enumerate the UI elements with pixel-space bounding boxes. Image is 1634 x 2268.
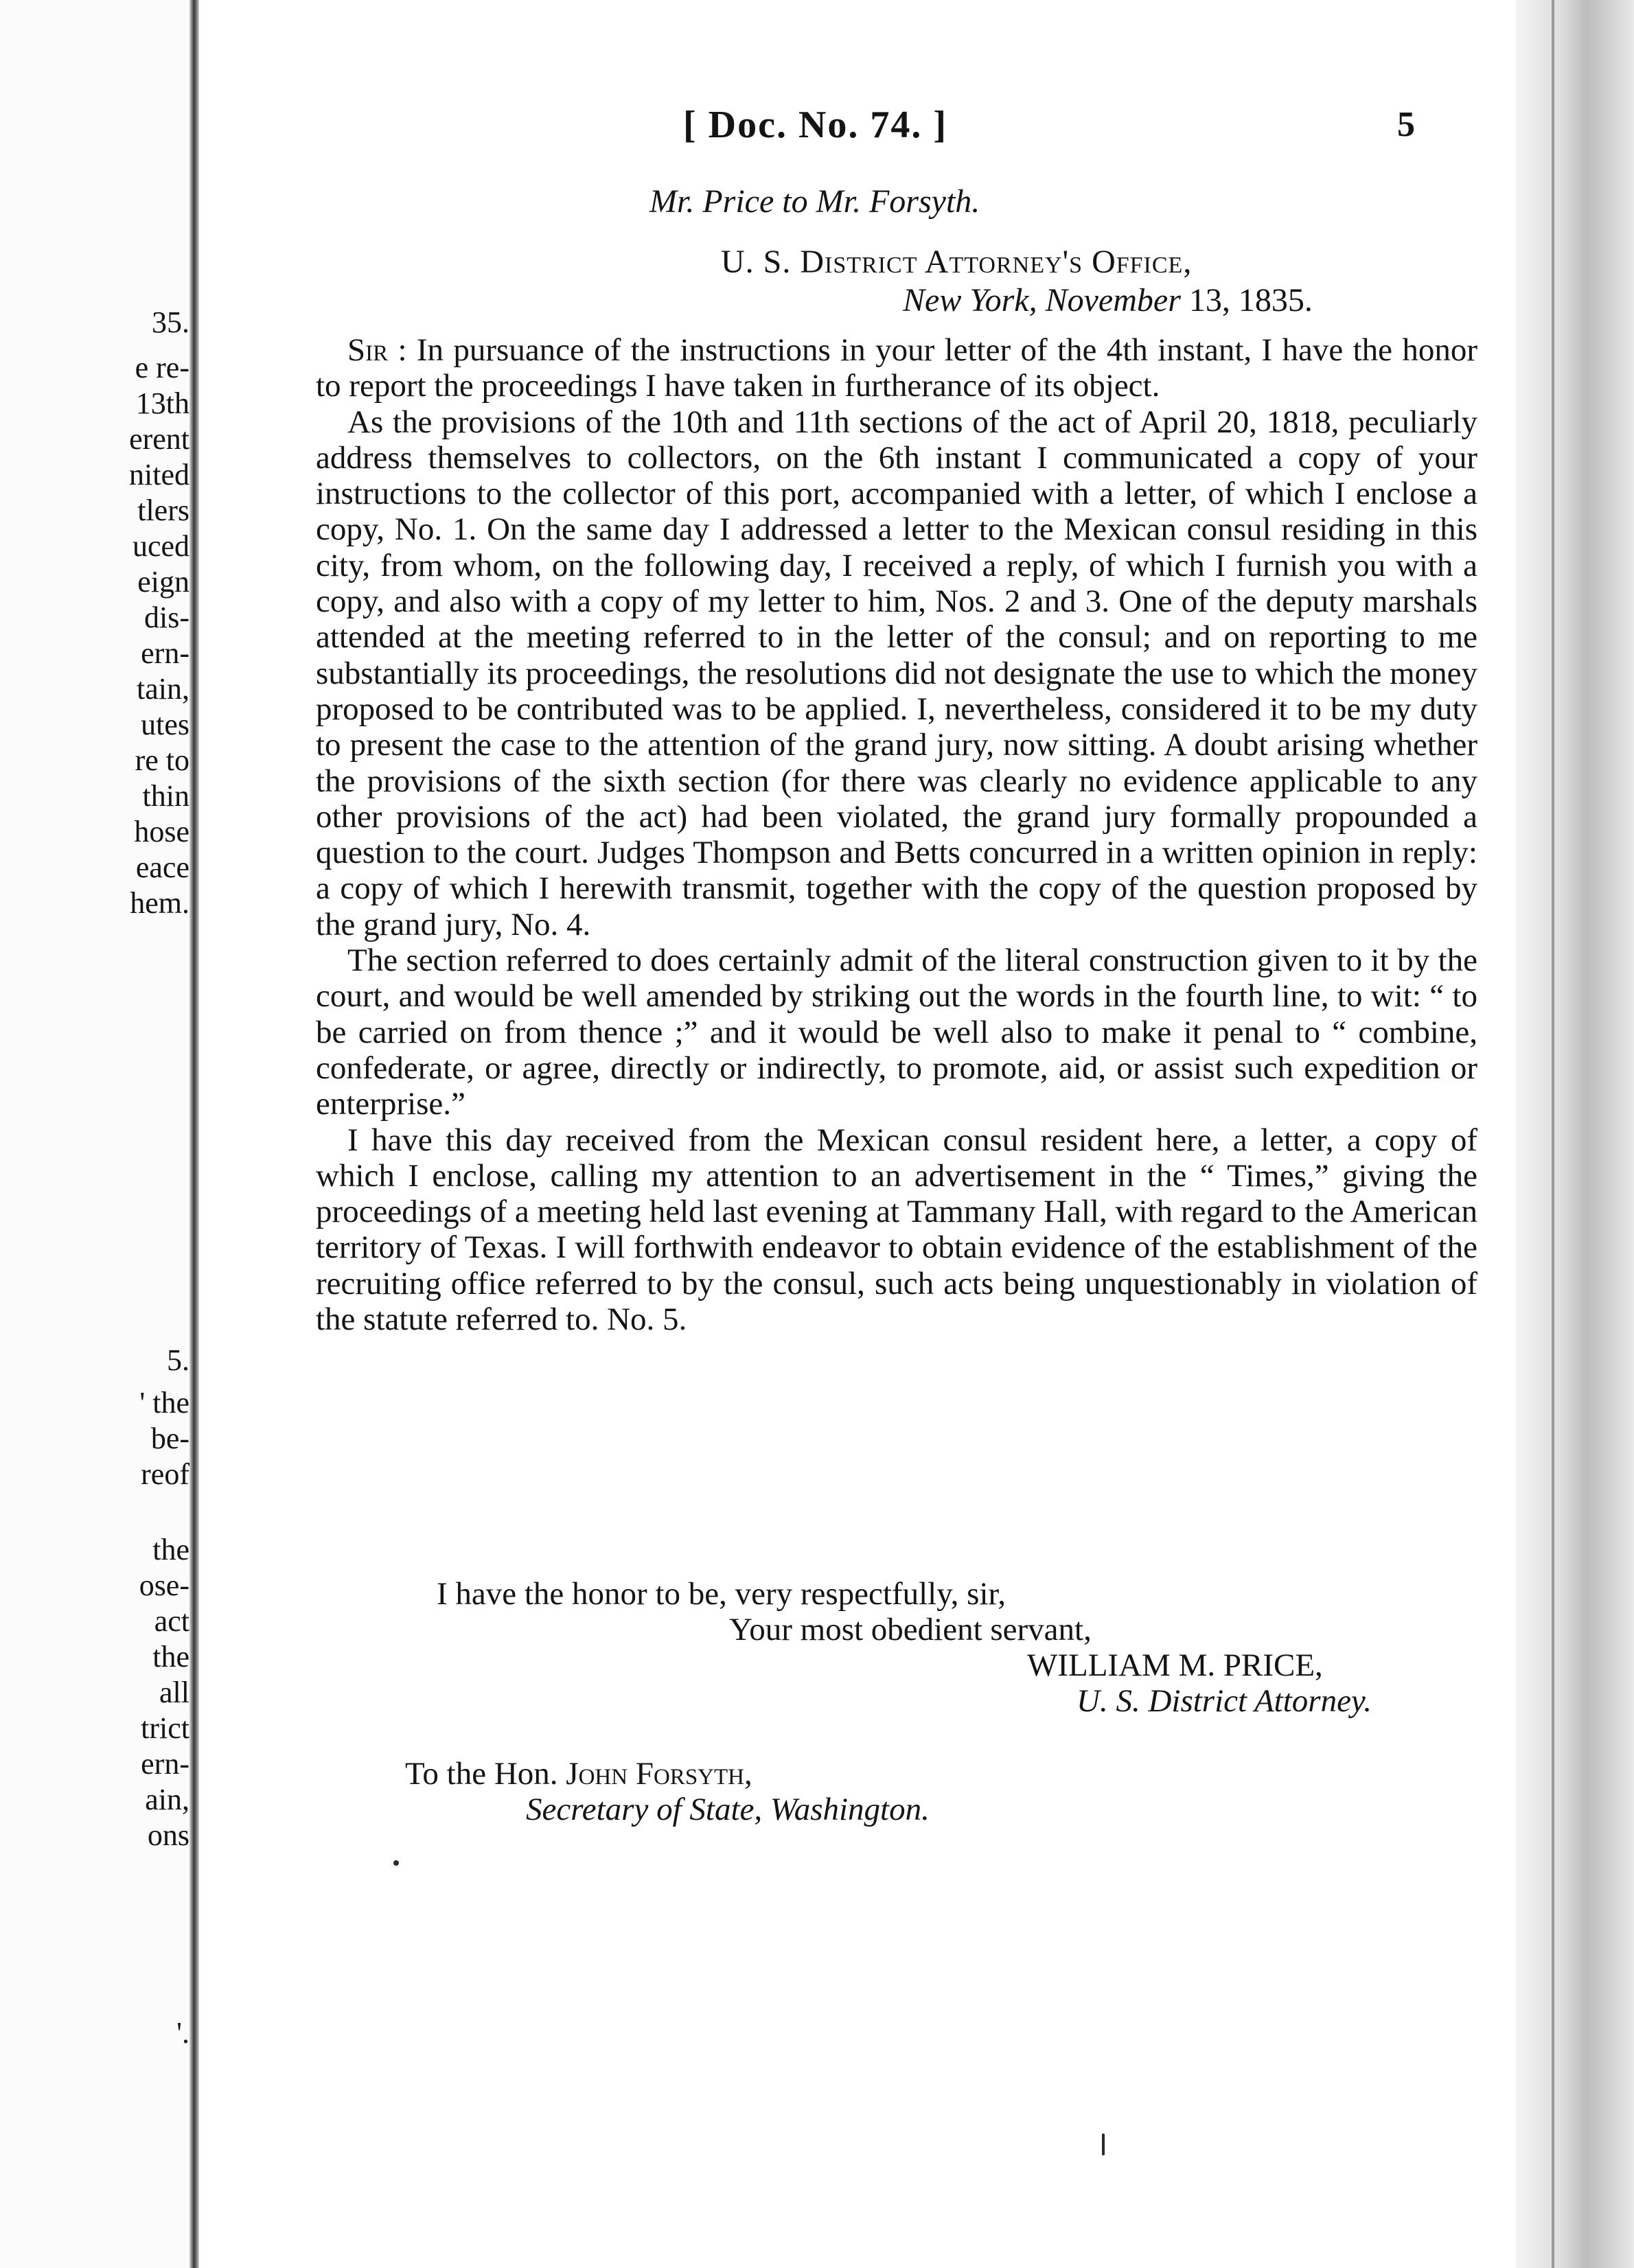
left-fragment: 5. — [167, 1343, 189, 1377]
left-fragment: eace — [135, 850, 189, 884]
dateline-date: 13, 1835. — [1180, 282, 1313, 319]
closing-line: I have the honor to be, very respectfully, sir, — [437, 1576, 1006, 1612]
addressee-prefix: To the Hon. — [405, 1756, 566, 1792]
dateline — [903, 281, 1313, 319]
left-fragment: e re- — [135, 351, 189, 384]
left-fragment: erent — [129, 422, 189, 456]
left-fragment: re to — [135, 743, 189, 777]
left-fragment: tain, — [137, 672, 189, 706]
letter-title: Mr. Price to Mr. Forsyth. — [649, 183, 980, 220]
book-gutter — [189, 0, 199, 2268]
page-number: 5 — [1397, 105, 1415, 144]
letter-body — [316, 332, 1477, 1827]
left-fragment: utes — [141, 708, 189, 741]
left-page-strip — [0, 0, 196, 2268]
addressee-line — [373, 1756, 752, 1792]
body-paragraph: I have this day received from the Mexican consul resident here, a letter, a copy of which I enclose, calling my attention to an advertisement in the “ Times,” giving the proceedings of a meeting held last evening at Tammany Hall, with regard to the American territory of Texas. I will forthwith endeavor to obtain evidence of the establishment of the recruiting office referred to by the consul, such acts being unquestionably in violation of the statute referred to. No. 5. — [316, 1122, 1477, 1338]
addressee-title: Secretary of State, Washington. — [526, 1792, 930, 1827]
left-fragment: tlers — [137, 494, 189, 527]
left-fragment: ' the — [139, 1386, 189, 1420]
body-paragraph: As the provisions of the 10th and 11th sections of the act of April 20, 1818, peculiarly address themselves to collectors, on the 6th instant I communicated a copy of your instructions to the collector of this port, accompanied with a letter, of which I enclose a copy, No. 1. On the same day I addressed a letter to the Mexican consul residing in this city, from whom, on the following day, I received a reply, of which I furnish you with a copy, and also with a copy of my letter to him, Nos. 2 and 3. One of the deputy marshals attended at the meeting referred to in the letter of the consul; and on reporting to me substantially its proceedings, the resolutions did not designate the use to which the money proposed to be contributed was to be applied. I, nevertheless, considered it to be my duty to present the case to the attention of the grand jury, now sitting. A doubt arising whether the provisions of the sixth section (for there was clearly no evidence applicable to any other provisions of the act) had been violated, the grand jury formally propounded a question to the court. Judges Thompson and Betts concurred in a written opinion in reply: a copy of which I herewith transmit, together with the copy of the question proposed by the grand jury, No. 4. — [316, 404, 1477, 942]
left-fragment: be- — [150, 1422, 189, 1455]
left-fragment: dis- — [144, 601, 189, 634]
page-edge — [1516, 0, 1634, 2268]
body-paragraph: The section referred to does certainly admit of the literal construction given to it by the court, and would be well amended by striking out the words in the fourth line, to wit: “ to be carried on from thence ;” and it would be well also to make it penal to “ combine, confederate, or agree, directly or indirectly, to promote, aid, or assist such expedition or enterprise.” — [316, 942, 1477, 1122]
salutation: Sir — [347, 332, 389, 368]
left-fragment: ain, — [145, 1783, 189, 1816]
left-fragment: act — [154, 1604, 189, 1638]
left-fragment: hem. — [130, 886, 189, 920]
left-fragment: ern- — [141, 636, 189, 670]
office-prefix: U. S. — [721, 244, 801, 280]
left-fragment: the — [152, 1533, 189, 1566]
left-fragment: all — [159, 1676, 189, 1709]
left-fragment: thin — [142, 779, 189, 813]
left-fragment: uced — [132, 529, 189, 563]
body-paragraph: Sir : In pursuance of the instructions in your letter of the 4th instant, I have the honor to report the proceedings I have taken in furtherance of its object. — [316, 332, 1477, 404]
closing-line: Your most obedient servant, — [729, 1612, 1092, 1647]
left-fragment: ose- — [139, 1569, 189, 1602]
left-fragment: the — [152, 1640, 189, 1674]
signature-name: WILLIAM M. PRICE, — [1027, 1647, 1323, 1683]
left-fragment: trict — [141, 1711, 189, 1745]
document-page — [199, 0, 1516, 2268]
addressee-name: John Forsyth, — [566, 1756, 752, 1792]
dateline-place: New York, November — [903, 282, 1181, 319]
left-fragment: reof — [141, 1457, 189, 1491]
page-edge-rule — [1552, 0, 1554, 2268]
left-fragment: eign — [137, 565, 189, 599]
ink-speck — [393, 1860, 399, 1866]
left-fragment: '. — [176, 2016, 189, 2050]
ink-speck — [1102, 2133, 1105, 2155]
signature-title: U. S. District Attorney. — [1077, 1683, 1372, 1719]
left-fragment: nited — [129, 458, 189, 491]
left-fragment: ern- — [141, 1747, 189, 1781]
document-header: [ Doc. No. 74. ] — [683, 104, 948, 146]
office-line — [721, 243, 1192, 281]
office-name: District Attorney's Office, — [800, 244, 1193, 280]
paragraph-text: In pursuance of the instructions in your letter of the 4th instant, I have the honor to report the proceedings I have taken in furtherance of its object. — [316, 332, 1477, 404]
left-fragment: 35. — [152, 305, 189, 339]
left-fragment: 13th — [135, 386, 189, 420]
left-fragment: ons — [147, 1818, 189, 1852]
left-fragment: hose — [134, 815, 189, 848]
